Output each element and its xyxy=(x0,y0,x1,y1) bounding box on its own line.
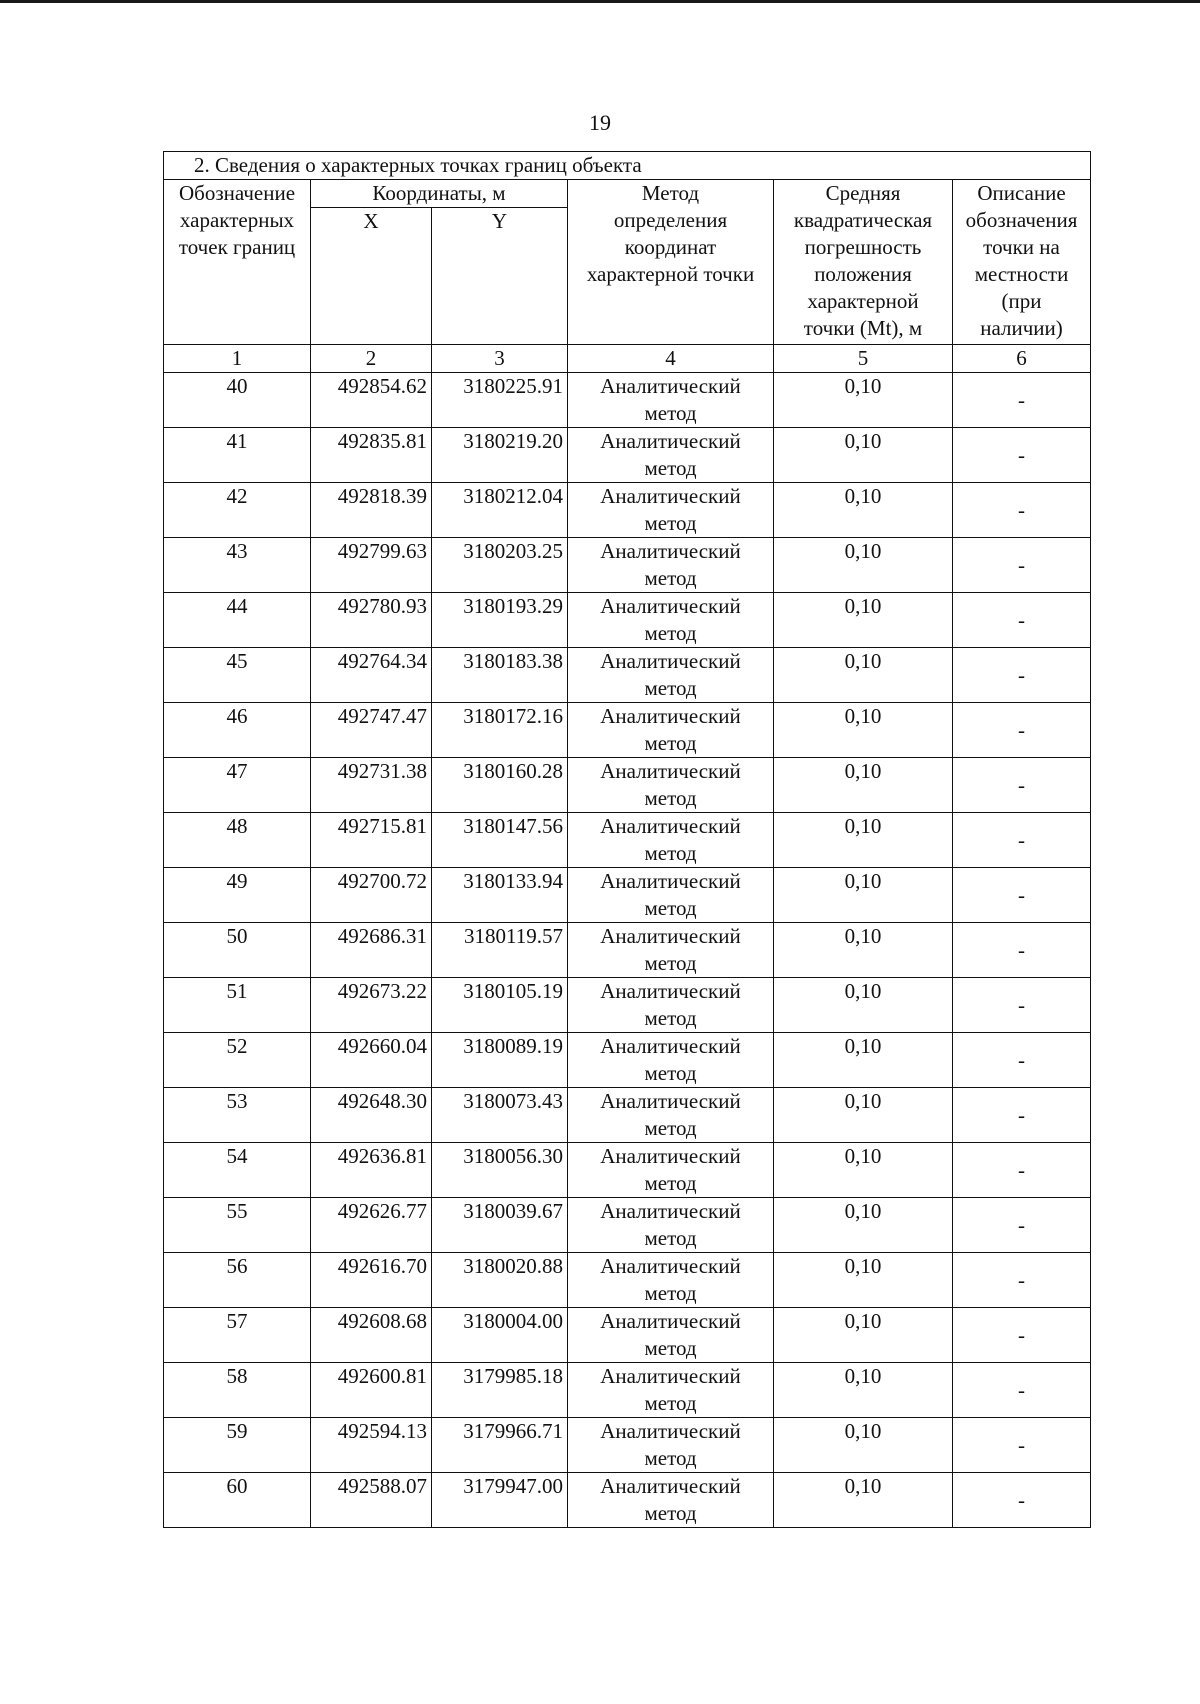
description-cell: - xyxy=(953,428,1091,483)
column-number: 5 xyxy=(774,345,953,373)
x-coordinate-cell: 492588.07 xyxy=(311,1473,432,1528)
method-line: метод xyxy=(644,841,697,865)
method-line: Аналитический xyxy=(600,539,741,563)
method-line: Аналитический xyxy=(600,1144,741,1168)
error-cell: 0,10 xyxy=(774,593,953,648)
point-cell: 41 xyxy=(164,428,311,483)
y-coordinate-cell: 3180119.57 xyxy=(432,923,568,978)
method-cell xyxy=(568,813,774,868)
x-coordinate-cell: 492731.38 xyxy=(311,758,432,813)
error-cell: 0,10 xyxy=(774,1418,953,1473)
description-cell: - xyxy=(953,648,1091,703)
point-cell: 53 xyxy=(164,1088,311,1143)
description-cell: - xyxy=(953,758,1091,813)
table-row xyxy=(164,428,1091,483)
error-cell: 0,10 xyxy=(774,703,953,758)
method-line: метод xyxy=(644,1226,697,1250)
table-row xyxy=(164,1143,1091,1198)
column-number: 3 xyxy=(432,345,568,373)
method-line: Аналитический xyxy=(600,1034,741,1058)
table-row xyxy=(164,703,1091,758)
error-cell: 0,10 xyxy=(774,483,953,538)
point-cell: 46 xyxy=(164,703,311,758)
method-cell xyxy=(568,1363,774,1418)
table-row xyxy=(164,758,1091,813)
method-line: метод xyxy=(644,1391,697,1415)
description-cell: - xyxy=(953,1033,1091,1088)
point-cell: 56 xyxy=(164,1253,311,1308)
table-row xyxy=(164,1253,1091,1308)
point-cell: 45 xyxy=(164,648,311,703)
method-line: Аналитический xyxy=(600,484,741,508)
x-coordinate-cell: 492764.34 xyxy=(311,648,432,703)
table-row xyxy=(164,483,1091,538)
header-coordinates: Координаты, м xyxy=(311,180,568,208)
point-cell: 55 xyxy=(164,1198,311,1253)
method-line: метод xyxy=(644,1446,697,1470)
method-line: метод xyxy=(644,401,697,425)
y-coordinate-cell: 3180193.29 xyxy=(432,593,568,648)
y-coordinate-cell: 3180212.04 xyxy=(432,483,568,538)
x-coordinate-cell: 492600.81 xyxy=(311,1363,432,1418)
y-coordinate-cell: 3180160.28 xyxy=(432,758,568,813)
method-line: Аналитический xyxy=(600,759,741,783)
error-cell: 0,10 xyxy=(774,373,953,428)
method-line: Аналитический xyxy=(600,594,741,618)
method-line: Аналитический xyxy=(600,374,741,398)
point-cell: 49 xyxy=(164,868,311,923)
method-line: метод xyxy=(644,896,697,920)
top-border-line xyxy=(0,0,1200,3)
method-cell xyxy=(568,1418,774,1473)
x-coordinate-cell: 492648.30 xyxy=(311,1088,432,1143)
header-x: X xyxy=(311,208,432,345)
error-cell: 0,10 xyxy=(774,1253,953,1308)
method-line: Аналитический xyxy=(600,979,741,1003)
point-cell: 40 xyxy=(164,373,311,428)
method-line: метод xyxy=(644,456,697,480)
method-cell xyxy=(568,1033,774,1088)
error-cell: 0,10 xyxy=(774,1198,953,1253)
method-line: метод xyxy=(644,621,697,645)
header-point-designation: Обозначение характерных точек границ xyxy=(164,180,311,345)
method-line: метод xyxy=(644,1336,697,1360)
error-cell: 0,10 xyxy=(774,538,953,593)
method-line: метод xyxy=(644,1281,697,1305)
y-coordinate-cell: 3180089.19 xyxy=(432,1033,568,1088)
method-cell xyxy=(568,1473,774,1528)
y-coordinate-cell: 3179985.18 xyxy=(432,1363,568,1418)
method-cell xyxy=(568,593,774,648)
description-cell: - xyxy=(953,483,1091,538)
method-cell xyxy=(568,538,774,593)
error-cell: 0,10 xyxy=(774,978,953,1033)
table-row xyxy=(164,868,1091,923)
method-line: Аналитический xyxy=(600,1089,741,1113)
x-coordinate-cell: 492673.22 xyxy=(311,978,432,1033)
y-coordinate-cell: 3180039.67 xyxy=(432,1198,568,1253)
column-number: 6 xyxy=(953,345,1091,373)
x-coordinate-cell: 492780.93 xyxy=(311,593,432,648)
point-cell: 43 xyxy=(164,538,311,593)
y-coordinate-cell: 3180203.25 xyxy=(432,538,568,593)
point-cell: 59 xyxy=(164,1418,311,1473)
method-cell xyxy=(568,1088,774,1143)
point-cell: 57 xyxy=(164,1308,311,1363)
table-row xyxy=(164,593,1091,648)
table-row xyxy=(164,538,1091,593)
point-cell: 58 xyxy=(164,1363,311,1418)
y-coordinate-cell: 3180105.19 xyxy=(432,978,568,1033)
description-cell: - xyxy=(953,1088,1091,1143)
method-cell xyxy=(568,373,774,428)
error-cell: 0,10 xyxy=(774,923,953,978)
table-row xyxy=(164,923,1091,978)
method-line: метод xyxy=(644,511,697,535)
description-cell: - xyxy=(953,1473,1091,1528)
description-cell: - xyxy=(953,1308,1091,1363)
description-cell: - xyxy=(953,868,1091,923)
point-cell: 54 xyxy=(164,1143,311,1198)
method-line: метод xyxy=(644,1116,697,1140)
error-cell: 0,10 xyxy=(774,868,953,923)
table-row xyxy=(164,1363,1091,1418)
table-caption: 2. Сведения о характерных точках границ объекта xyxy=(164,152,1091,180)
method-line: Аналитический xyxy=(600,704,741,728)
method-line: Аналитический xyxy=(600,869,741,893)
y-coordinate-cell: 3179966.71 xyxy=(432,1418,568,1473)
x-coordinate-cell: 492818.39 xyxy=(311,483,432,538)
method-line: Аналитический xyxy=(600,1254,741,1278)
header-method: Метод определения координат характерной точки xyxy=(568,180,774,345)
x-coordinate-cell: 492747.47 xyxy=(311,703,432,758)
method-line: Аналитический xyxy=(600,429,741,453)
description-cell: - xyxy=(953,1363,1091,1418)
point-cell: 52 xyxy=(164,1033,311,1088)
description-cell: - xyxy=(953,538,1091,593)
table-row xyxy=(164,1473,1091,1528)
x-coordinate-cell: 492616.70 xyxy=(311,1253,432,1308)
table-row xyxy=(164,1198,1091,1253)
description-cell: - xyxy=(953,1418,1091,1473)
x-coordinate-cell: 492626.77 xyxy=(311,1198,432,1253)
y-coordinate-cell: 3180219.20 xyxy=(432,428,568,483)
method-line: Аналитический xyxy=(600,1199,741,1223)
method-line: метод xyxy=(644,676,697,700)
method-cell xyxy=(568,923,774,978)
table-row xyxy=(164,1308,1091,1363)
column-number-row xyxy=(164,345,1091,373)
header-description: Описание обозначения точки на местности (при наличии) xyxy=(953,180,1091,345)
y-coordinate-cell: 3180004.00 xyxy=(432,1308,568,1363)
method-cell xyxy=(568,1253,774,1308)
table-row xyxy=(164,373,1091,428)
x-coordinate-cell: 492608.68 xyxy=(311,1308,432,1363)
error-cell: 0,10 xyxy=(774,648,953,703)
point-cell: 44 xyxy=(164,593,311,648)
method-line: Аналитический xyxy=(600,924,741,948)
description-cell: - xyxy=(953,923,1091,978)
x-coordinate-cell: 492594.13 xyxy=(311,1418,432,1473)
point-cell: 48 xyxy=(164,813,311,868)
method-cell xyxy=(568,483,774,538)
description-cell: - xyxy=(953,1143,1091,1198)
method-line: метод xyxy=(644,1006,697,1030)
y-coordinate-cell: 3180020.88 xyxy=(432,1253,568,1308)
method-line: метод xyxy=(644,1061,697,1085)
y-coordinate-cell: 3179947.00 xyxy=(432,1473,568,1528)
error-cell: 0,10 xyxy=(774,758,953,813)
table-row xyxy=(164,1418,1091,1473)
x-coordinate-cell: 492636.81 xyxy=(311,1143,432,1198)
method-line: Аналитический xyxy=(600,1364,741,1388)
column-number: 4 xyxy=(568,345,774,373)
description-cell: - xyxy=(953,1253,1091,1308)
description-cell: - xyxy=(953,703,1091,758)
method-line: Аналитический xyxy=(600,814,741,838)
point-cell: 50 xyxy=(164,923,311,978)
table-row xyxy=(164,813,1091,868)
description-cell: - xyxy=(953,978,1091,1033)
method-cell xyxy=(568,868,774,923)
method-cell xyxy=(568,428,774,483)
table-row xyxy=(164,1033,1091,1088)
method-cell xyxy=(568,1308,774,1363)
table-row xyxy=(164,648,1091,703)
method-cell xyxy=(568,1143,774,1198)
x-coordinate-cell: 492715.81 xyxy=(311,813,432,868)
description-cell: - xyxy=(953,373,1091,428)
error-cell: 0,10 xyxy=(774,1033,953,1088)
method-line: метод xyxy=(644,1171,697,1195)
description-cell: - xyxy=(953,813,1091,868)
error-cell: 0,10 xyxy=(774,1088,953,1143)
error-cell: 0,10 xyxy=(774,1143,953,1198)
method-cell xyxy=(568,758,774,813)
method-cell xyxy=(568,1198,774,1253)
x-coordinate-cell: 492660.04 xyxy=(311,1033,432,1088)
error-cell: 0,10 xyxy=(774,1363,953,1418)
y-coordinate-cell: 3180172.16 xyxy=(432,703,568,758)
method-line: метод xyxy=(644,731,697,755)
method-cell xyxy=(568,978,774,1033)
point-cell: 51 xyxy=(164,978,311,1033)
error-cell: 0,10 xyxy=(774,1308,953,1363)
error-cell: 0,10 xyxy=(774,813,953,868)
y-coordinate-cell: 3180225.91 xyxy=(432,373,568,428)
column-number: 1 xyxy=(164,345,311,373)
method-line: метод xyxy=(644,786,697,810)
method-cell xyxy=(568,703,774,758)
y-coordinate-cell: 3180147.56 xyxy=(432,813,568,868)
x-coordinate-cell: 492799.63 xyxy=(311,538,432,593)
x-coordinate-cell: 492686.31 xyxy=(311,923,432,978)
method-line: Аналитический xyxy=(600,649,741,673)
y-coordinate-cell: 3180183.38 xyxy=(432,648,568,703)
method-cell xyxy=(568,648,774,703)
table-row xyxy=(164,1088,1091,1143)
boundary-points-table xyxy=(163,151,1091,1528)
method-line: метод xyxy=(644,1501,697,1525)
x-coordinate-cell: 492700.72 xyxy=(311,868,432,923)
x-coordinate-cell: 492854.62 xyxy=(311,373,432,428)
error-cell: 0,10 xyxy=(774,1473,953,1528)
column-number: 2 xyxy=(311,345,432,373)
point-cell: 60 xyxy=(164,1473,311,1528)
y-coordinate-cell: 3180056.30 xyxy=(432,1143,568,1198)
method-line: Аналитический xyxy=(600,1474,741,1498)
error-cell: 0,10 xyxy=(774,428,953,483)
page-number: 19 xyxy=(589,110,611,135)
table-row xyxy=(164,978,1091,1033)
header-mean-square-error: Средняя квадратическая погрешность положения характерной точки (Mt), м xyxy=(774,180,953,345)
description-cell: - xyxy=(953,593,1091,648)
method-line: Аналитический xyxy=(600,1309,741,1333)
description-cell: - xyxy=(953,1198,1091,1253)
method-line: метод xyxy=(644,566,697,590)
y-coordinate-cell: 3180133.94 xyxy=(432,868,568,923)
method-line: метод xyxy=(644,951,697,975)
point-cell: 42 xyxy=(164,483,311,538)
header-y: Y xyxy=(432,208,568,345)
x-coordinate-cell: 492835.81 xyxy=(311,428,432,483)
point-cell: 47 xyxy=(164,758,311,813)
method-line: Аналитический xyxy=(600,1419,741,1443)
y-coordinate-cell: 3180073.43 xyxy=(432,1088,568,1143)
